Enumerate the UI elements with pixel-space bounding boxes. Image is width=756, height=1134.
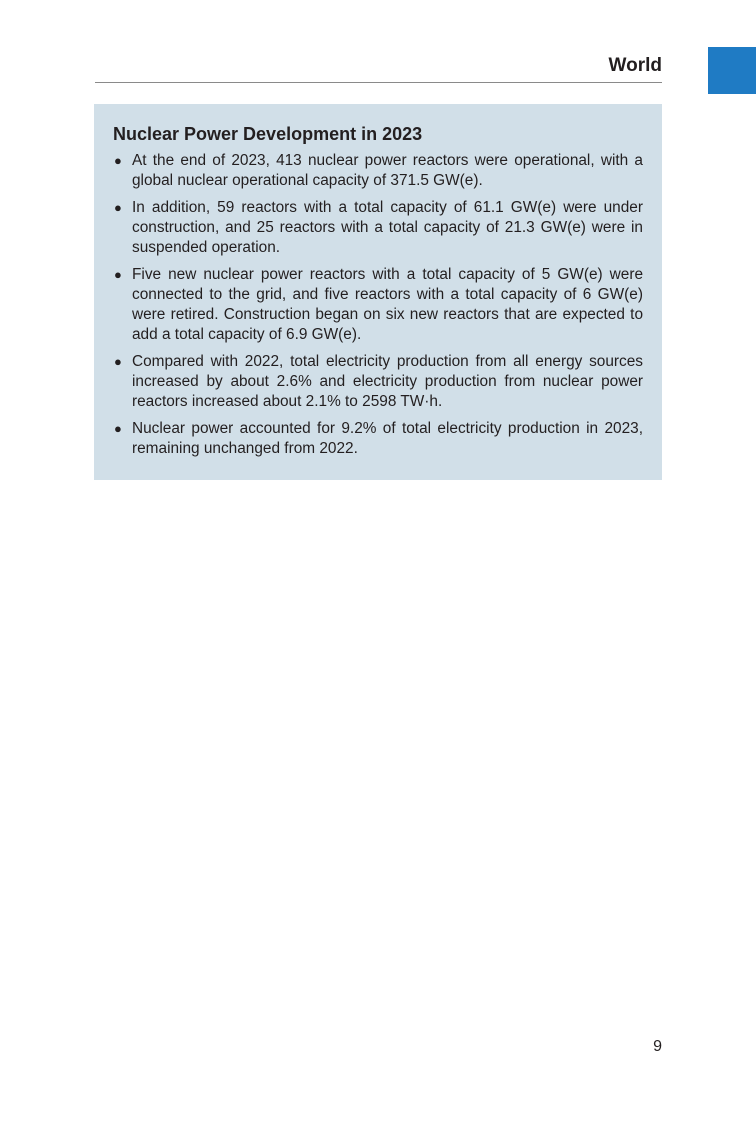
bullet-icon: ● [114,354,122,369]
list-item-text: At the end of 2023, 413 nuclear power reactors were operational, with a global nuclear operational capacity of 371.5 GW(e). [132,152,643,189]
list-item-text: Nuclear power accounted for 9.2% of total electricity production in 2023, remaining unchanged from 2022. [132,420,643,457]
list-item-text: In addition, 59 reactors with a total capacity of 61.1 GW(e) were under construction, and 25 reactors with a total capacity of 21.3 GW(e) were in suspended operation. [132,199,643,256]
list-item [113,151,643,191]
section-tab-marker [708,47,756,94]
page-number: 9 [653,1038,662,1055]
list-item-text: Five new nuclear power reactors with a total capacity of 5 GW(e) were connected to the grid, and five reactors with a total capacity of 6 GW(e) were retired. Construction began on six new reactors that are expected to add a total capacity of 6.9 GW(e). [132,266,643,343]
info-box [94,104,662,480]
list-item [113,419,643,459]
bullet-icon: ● [114,153,122,168]
box-title: Nuclear Power Development in 2023 [113,124,423,144]
list-item [113,265,643,345]
bullet-icon: ● [114,267,122,282]
list-item [113,198,643,258]
bullet-icon: ● [114,421,122,436]
section-title: World [608,55,662,76]
list-item-text: Compared with 2022, total electricity production from all energy sources increased by about 2.6% and electricity production from nuclear power reactors increased about 2.1% to 2598 TW·h. [132,353,643,410]
bullet-icon: ● [114,200,122,215]
bullet-list [113,151,643,459]
list-item [113,352,643,412]
header-divider [95,82,662,83]
